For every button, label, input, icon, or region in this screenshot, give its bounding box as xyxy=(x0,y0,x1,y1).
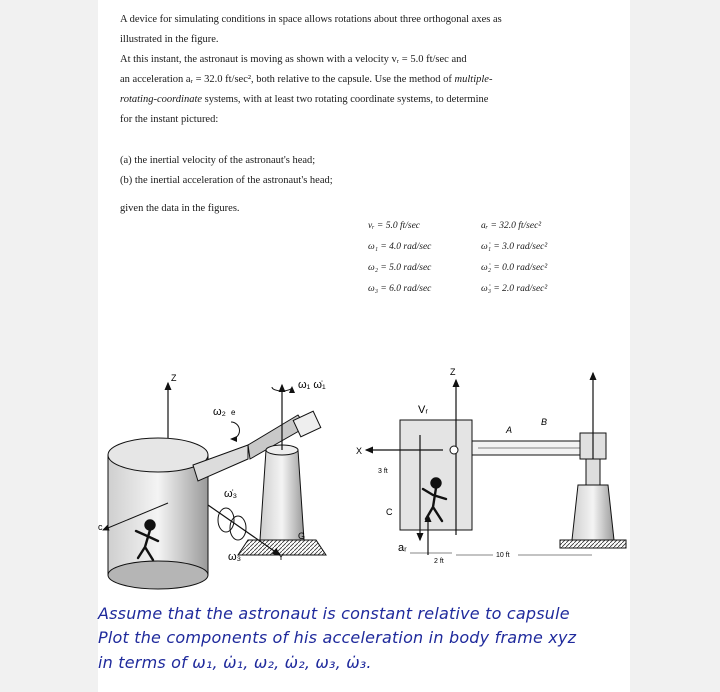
handwritten-line-2: Plot the components of his acceleration in body frame xyz xyxy=(98,628,577,647)
given-line: given the data in the figures. xyxy=(120,203,240,214)
problem-line-2: illustrated in the figure. xyxy=(120,34,219,45)
problem-line-5: rotating-coordinate systems, with at least two rotating coordinate systems, to determine xyxy=(120,94,489,105)
problem-line-6: for the instant pictured: xyxy=(120,114,219,125)
problem-line-1: A device for simulating conditions in space allows rotations about three orthogonal axes as xyxy=(120,14,502,25)
omega2-label: ω₂ xyxy=(213,406,226,418)
left-y-label: Y xyxy=(278,552,285,562)
textbook-page xyxy=(98,0,630,692)
simulator-figure xyxy=(98,355,630,590)
a-label: A xyxy=(506,425,513,435)
given-w1: ω₁ = 4.0 rad/sec xyxy=(368,242,432,252)
left-c-label: c xyxy=(98,522,103,532)
capsule xyxy=(108,438,208,589)
right-side-view-figure xyxy=(356,367,626,565)
dim-10ft: 10 ft xyxy=(496,552,510,559)
given-w1dot: ω̇₁ = 3.0 rad/sec² xyxy=(481,242,548,252)
g-label: G xyxy=(298,531,306,541)
right-z-label: Z xyxy=(450,367,456,377)
given-vr: vᵣ = 5.0 ft/sec xyxy=(368,221,421,231)
given-w2dot: ω̇₂ = 0.0 rad/sec² xyxy=(481,263,548,273)
right-c-label: C xyxy=(386,507,393,517)
tower-left xyxy=(238,445,326,555)
left-isometric-figure xyxy=(98,373,326,589)
vr-label: Vᵣ xyxy=(418,404,428,416)
omega3dot-label: ω̇₃ xyxy=(224,488,238,500)
given-w2: ω₂ = 5.0 rad/sec xyxy=(368,263,432,273)
dim-2ft: 2 ft xyxy=(434,558,444,565)
handwritten-line-1: Assume that the astronaut is constant relative to capsule xyxy=(98,604,570,623)
e-label: e xyxy=(231,408,236,417)
ar-label: aᵣ xyxy=(398,542,407,554)
omega3-label: ω₃ xyxy=(228,551,242,563)
given-w3dot: ω̇₃ = 2.0 rad/sec² xyxy=(481,284,548,294)
handwritten-line-3: in terms of ω₁, ω̇₁, ω₂, ω̇₂, ω₃, ω̇₃. xyxy=(98,653,372,672)
part-b: (b) the inertial acceleration of the astronaut's head; xyxy=(120,175,333,186)
given-ar: aᵣ = 32.0 ft/sec² xyxy=(481,221,542,231)
problem-line-3: At this instant, the astronaut is moving as shown with a velocity vᵣ = 5.0 ft/sec and xyxy=(120,54,467,65)
right-x-label: X xyxy=(356,446,363,456)
b-label: B xyxy=(541,417,548,427)
given-w3: ω₃ = 6.0 rad/sec xyxy=(368,284,432,294)
part-a: (a) the inertial velocity of the astronaut's head; xyxy=(120,155,316,166)
left-z-label: Z xyxy=(171,373,177,383)
tower-right xyxy=(560,373,626,548)
dim-3ft: 3 ft xyxy=(378,468,388,475)
problem-line-4: an acceleration aᵣ = 32.0 ft/sec², both relative to the capsule. Use the method of multiple- xyxy=(120,74,493,85)
omega1-label: ω₁ ω̇₁ xyxy=(298,379,326,391)
